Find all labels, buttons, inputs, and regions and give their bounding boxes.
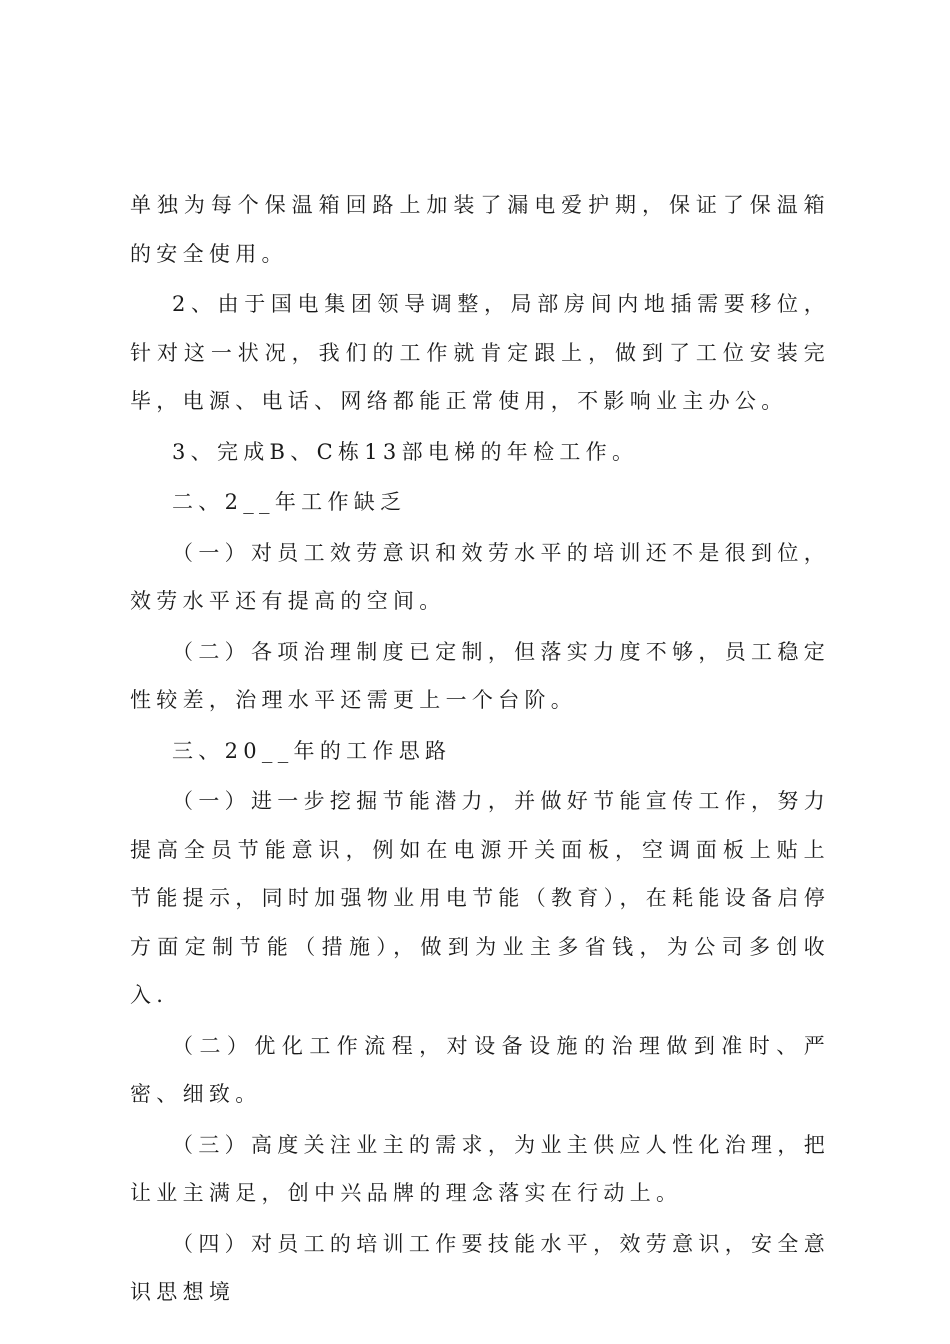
section-heading-2: 二、2__年工作缺乏 <box>172 490 407 514</box>
paragraph-shortcoming-2: （二）各项治理制度已定制，但落实力度不够，员工稳定性较差，治理水平还需更上一个台阶。 <box>130 639 830 712</box>
paragraph-shortcoming-1: （一）对员工效劳意识和效劳水平的培训还不是很到位，效劳水平还有提高的空间。 <box>130 540 830 613</box>
paragraph-plan-3: （三）高度关注业主的需求，为业主供应人性化治理，把让业主满足，创中兴品牌的理念落实在行动上。 <box>130 1132 830 1205</box>
paragraph-item-2: 2、由于国电集团领导调整，局部房间内地插需要移位，针对这一状况，我们的工作就肯定跟上，做到了工位安装完毕，电源、电话、网络都能正常使用，不影响业主办公。 <box>130 292 830 413</box>
paragraph-plan-4: （四）对员工的培训工作要技能水平，效劳意识，安全意识思想境 <box>130 1231 830 1304</box>
document-page <box>130 181 830 1319</box>
paragraph-item-3: 3、完成B、C栋13部电梯的年检工作。 <box>172 439 639 464</box>
section-heading-3: 三、20__年的工作思路 <box>172 738 452 763</box>
paragraph-plan-1: （一）进一步挖掘节能潜力，并做好节能宣传工作，努力提高全员节能意识，例如在电源开关面板，空调面板上贴上节能提示，同时加强物业用电节能（教育），在耗能设备启停方面定制节能（措施），做到为业主多省钱，为公司多创收入. <box>130 789 830 1007</box>
paragraph-plan-2: （二）优化工作流程，对设备设施的治理做到准时、严密、细致。 <box>130 1033 830 1106</box>
paragraph-continuation: 单独为每个保温箱回路上加装了漏电爱护期，保证了保温箱的安全使用。 <box>130 193 830 266</box>
